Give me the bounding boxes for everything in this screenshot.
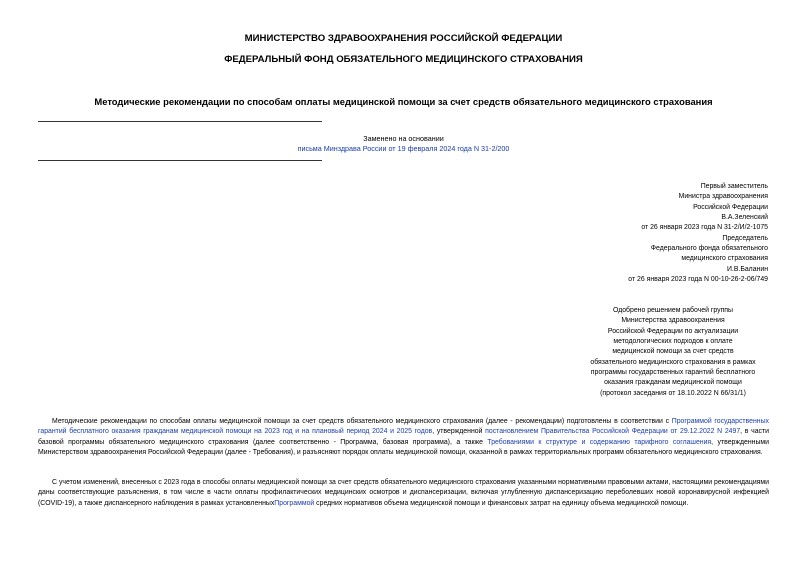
fund-heading: ФЕДЕРАЛЬНЫЙ ФОНД ОБЯЗАТЕЛЬНОГО МЕДИЦИНСКОГО СТРАХОВАНИЯ bbox=[224, 54, 583, 65]
replaced-notice bbox=[250, 134, 557, 154]
working-group-block bbox=[578, 306, 768, 399]
tariff-requirements-link[interactable]: Требованиями к структуре и содержанию тарифного соглашения bbox=[487, 438, 712, 446]
paragraph-text: С учетом изменений, внесенных с 2023 года в способы оплаты медицинской помощи за счет средств обязательного медицинского страхования указанными нормативными правовыми актами, настоящими рекомендациями даны соответствующие разъяснения, в том числе в части оплаты профилактических медицинских осмотров и диспансеризации, включая углубленную диспансеризацию переболевших новой коронавирусной инфекцией (COVID-19), а также диспансерного наблюдения в рамках установленных bbox=[38, 479, 769, 507]
paragraph-text: , утвержденной bbox=[432, 428, 486, 436]
working-group-line: программы государственных гарантий бесплатного bbox=[590, 369, 756, 377]
approval-line: Первый заместитель bbox=[700, 183, 768, 190]
working-group-line: Российской Федерации по актуализации bbox=[607, 327, 739, 335]
ministry-heading: МИНИСТЕРСТВО ЗДРАВООХРАНЕНИЯ РОССИЙСКОЙ ФЕДЕРАЦИИ bbox=[244, 33, 563, 44]
paragraph-intro bbox=[38, 417, 769, 458]
program-link[interactable]: Программой bbox=[274, 499, 315, 507]
working-group-line: медицинской помощи за счет средств bbox=[612, 348, 734, 356]
approval-line: Министра здравоохранения bbox=[678, 193, 768, 201]
working-group-line: (протокол заседания от 18.10.2022 N 66/31/1) bbox=[600, 389, 746, 397]
approval-line: от 26 января 2023 года N 00-10-26-2-06/749 bbox=[628, 276, 768, 284]
approval-line: Председатель bbox=[722, 234, 768, 242]
working-group-line: Одобрено решением рабочей группы bbox=[613, 307, 733, 314]
approval-line: Федерального фонда обязательного bbox=[650, 245, 768, 253]
replaced-notice-text: Заменено на основании bbox=[363, 134, 444, 143]
divider-bottom bbox=[38, 160, 322, 161]
approval-block bbox=[628, 182, 768, 285]
paragraph-text: , в части базовой программы обязательного медицинского страхования (далее соответственно - Программа, базовая программа), а также bbox=[38, 428, 769, 446]
paragraph-text: Методические рекомендации по способам оплаты медицинской помощи за счет средств обязательного медицинского страхования (далее - рекомендации) подготовлены в соответствии с bbox=[52, 418, 672, 425]
working-group-line: обязательного медицинского страхования в рамках bbox=[590, 358, 756, 366]
paragraph-text: , утвержденными Министерством здравоохранения Российской Федерации (далее - Требования), и разъясняют порядок оплаты медицинской помощи, оказанной в рамках территориальных программ обязательного медицинского страхования. bbox=[38, 438, 769, 456]
working-group-line: Министерства здравоохранения bbox=[621, 317, 725, 325]
paragraph-text: средних нормативов объема медицинской помощи и финансовых затрат на единицу объема медицинской помощи. bbox=[314, 499, 689, 507]
program-link[interactable]: Программой государственных гарантий бесплатного оказания гражданам медицинской помощи на 2023 год и на плановый период 2024 и 2025 годов bbox=[38, 418, 769, 436]
government-decree-link[interactable]: постановлением Правительства Российской Федерации от 29.12.2022 N 2497 bbox=[485, 428, 741, 436]
paragraph-changes bbox=[38, 478, 769, 509]
approval-line: В.А.Зеленский bbox=[721, 214, 768, 222]
approval-line: Российской Федерации bbox=[693, 203, 768, 211]
working-group-line: методологических подходов к оплате bbox=[613, 338, 733, 346]
approval-line: от 26 января 2023 года N 31-2/И/2-1075 bbox=[641, 224, 768, 232]
divider-top bbox=[38, 121, 322, 122]
document-title: Методические рекомендации по способам оплаты медицинской помощи за счет средств обязательного медицинского страхования bbox=[94, 96, 713, 107]
approval-line: И.В.Баланин bbox=[726, 265, 768, 273]
replacement-letter-link[interactable]: письма Минздрава России от 19 февраля 2024 года N 31-2/200 bbox=[297, 144, 510, 153]
approval-line: медицинского страхования bbox=[681, 255, 768, 263]
working-group-line: оказания гражданам медицинской помощи bbox=[604, 379, 742, 387]
